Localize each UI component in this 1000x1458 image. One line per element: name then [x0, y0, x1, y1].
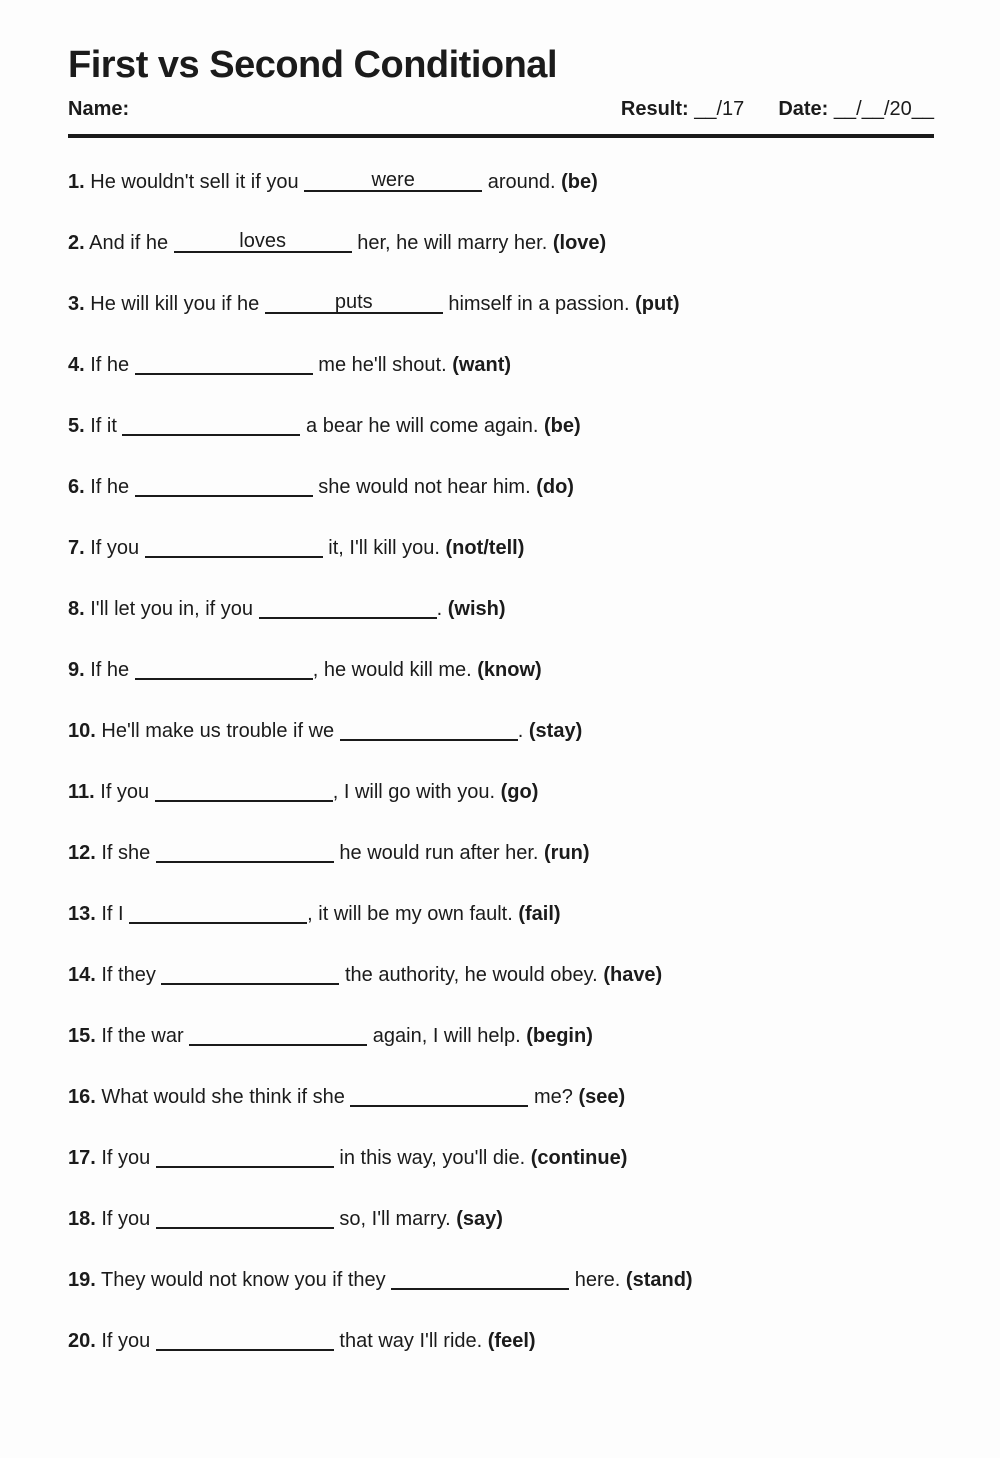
result-value: __/17: [694, 98, 745, 120]
verb-hint: (be): [543, 415, 581, 437]
verb-hint: (not/tell): [445, 537, 525, 559]
question-number: 10.: [68, 720, 96, 742]
verb-hint: (put): [635, 293, 680, 315]
answer-blank[interactable]: [259, 596, 437, 619]
question-number: 6.: [68, 476, 85, 498]
verb-hint: (say): [456, 1208, 503, 1230]
answer-blank[interactable]: [304, 169, 482, 192]
question-row: [68, 1206, 934, 1230]
verb-hint: (fail): [518, 903, 561, 925]
question-pre-text: If you: [101, 1147, 151, 1169]
question-post-text: .: [436, 598, 443, 620]
question-number: 9.: [68, 659, 85, 681]
question-row: [68, 169, 934, 193]
question-post-text: it, I'll kill you.: [328, 537, 440, 559]
question-row: [68, 1023, 934, 1047]
question-row: [68, 352, 934, 376]
question-post-text: himself in a passion.: [448, 293, 630, 315]
answer-blank[interactable]: [156, 1145, 334, 1168]
question-number: 12.: [68, 842, 96, 864]
question-pre-text: They would not know you if they: [101, 1269, 386, 1291]
answer-blank[interactable]: [265, 291, 443, 314]
date-value: __/__/20__: [833, 98, 934, 120]
date-pair: [778, 97, 934, 121]
question-pre-text: If you: [90, 537, 140, 559]
worksheet-page: [0, 44, 1000, 1352]
answer-blank[interactable]: [350, 1084, 528, 1107]
header-meta-row: [68, 97, 934, 121]
page-title: First vs Second Conditional: [68, 44, 557, 86]
verb-hint: (want): [452, 354, 512, 376]
question-pre-text: If it: [90, 415, 117, 437]
question-pre-text: What would she think if she: [101, 1086, 345, 1108]
question-pre-text: If he: [90, 476, 130, 498]
question-row: [68, 1267, 934, 1291]
header-meta-right: [621, 97, 934, 121]
question-pre-text: He'll make us trouble if we: [101, 720, 335, 742]
question-post-text: , it will be my own fault.: [307, 903, 513, 925]
question-number: 16.: [68, 1086, 96, 1108]
answer-blank[interactable]: [391, 1267, 569, 1290]
question-post-text: her, he will marry her.: [357, 232, 548, 254]
date-label: Date:: [778, 98, 829, 120]
question-pre-text: If I: [101, 903, 124, 925]
answer-blank[interactable]: [156, 1206, 334, 1229]
header-divider-rule: [68, 134, 934, 138]
answer-blank[interactable]: [129, 901, 307, 924]
answer-blank[interactable]: [155, 779, 333, 802]
question-row: [68, 474, 934, 498]
questions-list: [68, 169, 934, 1352]
verb-hint: (stand): [625, 1269, 693, 1291]
question-post-text: the authority, he would obey.: [344, 964, 598, 986]
question-number: 18.: [68, 1208, 96, 1230]
question-post-text: he would run after her.: [339, 842, 539, 864]
question-pre-text: He will kill you if he: [90, 293, 260, 315]
verb-hint: (continue): [530, 1147, 628, 1169]
verb-hint: (run): [544, 842, 590, 864]
question-post-text: , I will go with you.: [332, 781, 496, 803]
verb-hint: (know): [477, 659, 542, 681]
question-number: 13.: [68, 903, 96, 925]
question-number: 11.: [68, 781, 95, 803]
answer-blank[interactable]: [135, 657, 313, 680]
question-number: 1.: [68, 171, 85, 193]
question-number: 15.: [68, 1025, 96, 1047]
question-row: [68, 657, 934, 681]
question-pre-text: If the war: [101, 1025, 184, 1047]
question-post-text: here.: [574, 1269, 621, 1291]
answer-blank[interactable]: [161, 962, 339, 985]
question-pre-text: I'll let you in, if you: [90, 598, 254, 620]
result-label: Result:: [620, 98, 689, 120]
question-pre-text: If he: [90, 659, 130, 681]
verb-hint: (go): [500, 781, 539, 803]
answer-blank[interactable]: [189, 1023, 367, 1046]
question-number: 14.: [68, 964, 96, 986]
question-row: [68, 1145, 934, 1169]
verb-hint: (love): [552, 232, 607, 254]
question-post-text: .: [517, 720, 524, 742]
question-post-text: a bear he will come again.: [306, 415, 539, 437]
verb-hint: (see): [578, 1086, 626, 1108]
verb-hint: (have): [603, 964, 663, 986]
question-post-text: again, I will help.: [372, 1025, 521, 1047]
question-pre-text: And if he: [89, 232, 169, 254]
question-post-text: me?: [533, 1086, 573, 1108]
verb-hint: (begin): [526, 1025, 593, 1047]
answer-blank[interactable]: [122, 413, 300, 436]
name-label: Name:: [68, 98, 130, 120]
question-pre-text: If they: [101, 964, 156, 986]
question-number: 17.: [68, 1147, 96, 1169]
question-number: 7.: [68, 537, 85, 559]
verb-hint: (do): [536, 476, 574, 498]
verb-hint: (wish): [447, 598, 506, 620]
answer-text: puts: [334, 291, 373, 313]
question-post-text: , he would kill me.: [312, 659, 472, 681]
answer-blank[interactable]: [156, 840, 334, 863]
question-row: [68, 1084, 934, 1108]
question-number: 8.: [68, 598, 85, 620]
question-number: 20.: [68, 1330, 96, 1352]
question-row: [68, 291, 934, 315]
question-pre-text: If you: [100, 781, 150, 803]
question-row: [68, 596, 934, 620]
question-row: [68, 962, 934, 986]
question-number: 4.: [68, 354, 85, 376]
answer-blank[interactable]: [135, 352, 313, 375]
question-row: [68, 718, 934, 742]
question-row: [68, 901, 934, 925]
question-pre-text: He wouldn't sell it if you: [90, 171, 299, 193]
question-post-text: me he'll shout.: [318, 354, 447, 376]
verb-hint: (stay): [528, 720, 583, 742]
question-number: 5.: [68, 415, 85, 437]
result-pair: [621, 97, 744, 121]
question-row: [68, 413, 934, 437]
question-row: [68, 1328, 934, 1352]
answer-blank[interactable]: [135, 474, 313, 497]
question-number: 2.: [68, 232, 85, 254]
question-post-text: so, I'll marry.: [339, 1208, 451, 1230]
answer-blank[interactable]: [174, 230, 352, 253]
question-number: 3.: [68, 293, 85, 315]
question-post-text: she would not hear him.: [318, 476, 531, 498]
question-post-text: around.: [487, 171, 556, 193]
verb-hint: (feel): [487, 1330, 536, 1352]
verb-hint: (be): [561, 171, 598, 193]
question-row: [68, 535, 934, 559]
answer-blank[interactable]: [340, 718, 518, 741]
question-pre-text: If you: [101, 1208, 151, 1230]
answer-text: loves: [239, 230, 286, 252]
question-row: [68, 779, 934, 803]
question-pre-text: If he: [90, 354, 130, 376]
question-number: 19.: [68, 1269, 96, 1291]
answer-blank[interactable]: [145, 535, 323, 558]
answer-text: were: [371, 169, 415, 191]
question-row: [68, 840, 934, 864]
question-row: [68, 230, 934, 254]
question-pre-text: If you: [101, 1330, 151, 1352]
answer-blank[interactable]: [156, 1328, 334, 1351]
question-post-text: in this way, you'll die.: [339, 1147, 526, 1169]
question-post-text: that way I'll ride.: [339, 1330, 483, 1352]
question-pre-text: If she: [101, 842, 151, 864]
